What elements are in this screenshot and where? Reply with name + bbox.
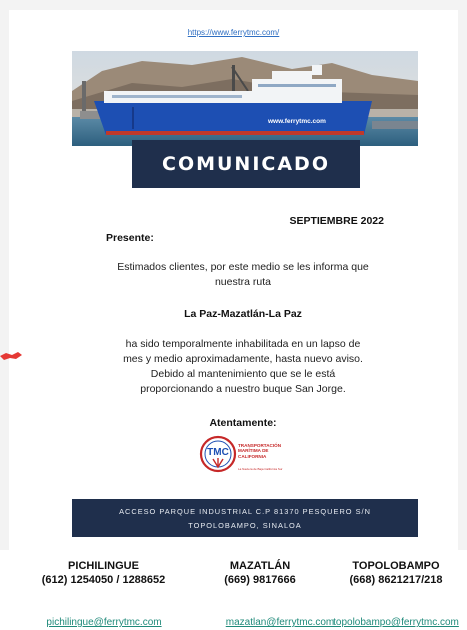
logo-company-name: [238, 443, 300, 459]
office-email-link[interactable]: topolobampo@ferrytmc.com: [333, 617, 459, 628]
logo-name-line-2: MARÍTIMA DE: [238, 448, 269, 454]
office-phone: (668) 8621217/218: [349, 574, 443, 586]
notice-line-3: Debido al mantenimiento que se le está: [150, 368, 336, 380]
office-phone: (669) 9817666: [224, 574, 296, 586]
route-name: La Paz-Mazatlán-La Paz: [184, 308, 302, 320]
intro-paragraph: [93, 260, 393, 290]
contact-offices: [0, 550, 467, 630]
office-topolobampo: [333, 560, 459, 628]
logo-name-line-3: CALIFORNIA: [238, 453, 267, 459]
office-city: TOPOLOBAMPO: [352, 560, 440, 572]
intro-line-2: nuestra ruta: [214, 276, 272, 288]
announcement-date: SEPTIEMBRE 2022: [289, 215, 384, 227]
intro-line-1: Estimados clientes, por este medio se les informa que: [117, 261, 369, 273]
notice-paragraph: [93, 337, 393, 397]
hull-url: www.ferrytmc.com: [268, 118, 326, 125]
signoff: Atentamente:: [209, 417, 277, 429]
address-line-2: TOPOLOBAMPO, SINALOA: [188, 521, 302, 530]
logo-tagline: La Naviera de Baja California Sur: [238, 467, 283, 471]
office-city: PICHILINGUE: [68, 560, 139, 572]
announcement-banner: COMUNICADO: [132, 140, 360, 188]
notice-line-2: mes y medio aproximadamente, hasta nuevo aviso.: [123, 353, 363, 365]
notice-line-1: ha sido temporalmente inhabilitada en un lapso de: [125, 338, 361, 350]
notice-line-4: proporcionando a nuestro buque San Jorge.: [140, 383, 346, 395]
website-link[interactable]: https://www.ferrytmc.com/: [187, 28, 280, 37]
tmc-emblem-icon: [198, 433, 240, 478]
ferry-photo: [72, 51, 418, 146]
greeting: Presente:: [106, 232, 154, 244]
office-mazatlan: [200, 560, 335, 628]
office-email-link[interactable]: pichilingue@ferrytmc.com: [46, 617, 162, 628]
logo-letters: TMC: [207, 447, 229, 458]
address-bar: [72, 499, 418, 537]
tmc-logo: [198, 433, 298, 478]
office-city: MAZATLÁN: [229, 560, 291, 572]
address-line-1: ACCESO PARQUE INDUSTRIAL C.P 81370 PESQUERO S/N: [119, 507, 371, 516]
document-page: [9, 10, 458, 550]
office-email-link[interactable]: mazatlan@ferrytmc.com: [225, 617, 335, 628]
red-scribble-mark: [0, 350, 22, 362]
logo-name-line-1: TRANSPORTACIÓN: [238, 443, 282, 448]
office-pichilingue: [36, 560, 171, 628]
office-phone: (612) 1254050 / 1288652: [41, 574, 166, 586]
